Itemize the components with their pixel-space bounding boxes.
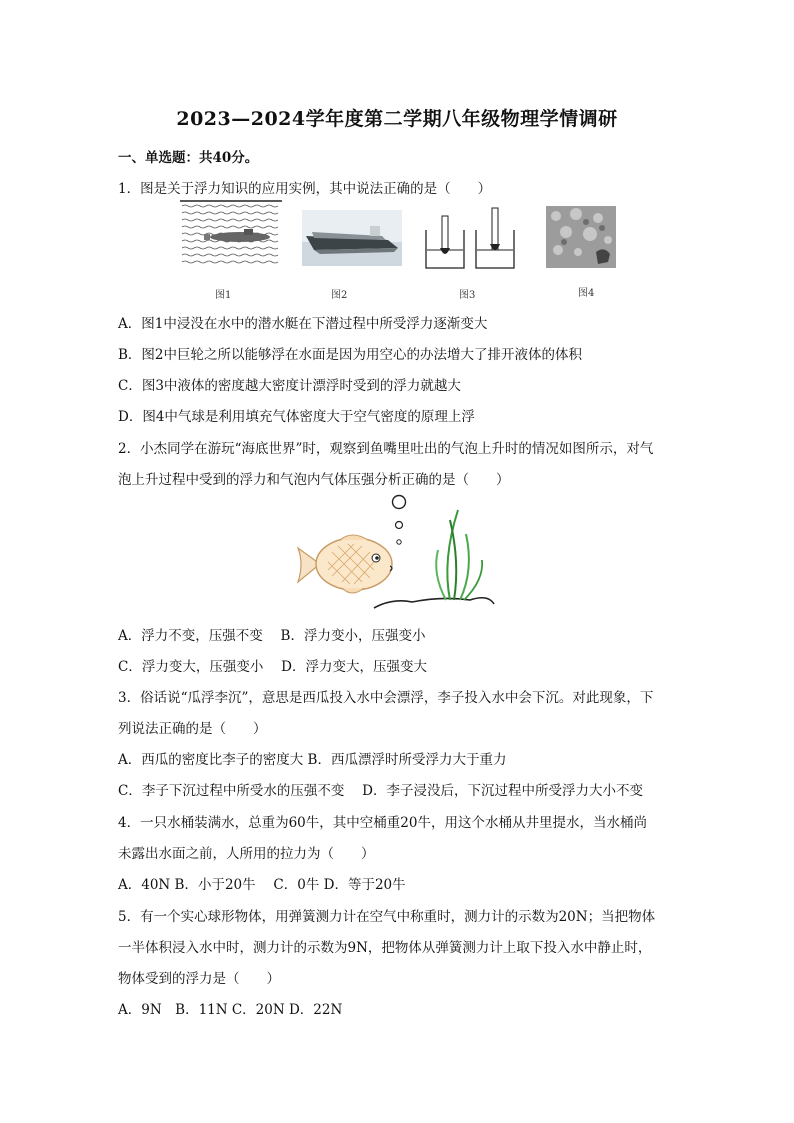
- ship-figure: [302, 210, 402, 266]
- q5-options-line1: A．9N B．11N C．20N D．22N: [118, 1002, 343, 1018]
- figure-3-caption: 图3: [459, 290, 476, 301]
- q5-stem-line2: 一半体积浸入水中时，测力计的示数为9N，把物体从弹簧测力计上取下投入水中静止时，: [118, 940, 652, 956]
- q2-stem-line2: 泡上升过程中受到的浮力和气泡内气体压强分析正确的是（ ）: [118, 472, 510, 488]
- q1-option-b: B．图2中巨轮之所以能够浮在水面是因为用空心的办法增大了排开液体的体积: [118, 347, 583, 363]
- q4-stem-line1: 4．一只水桶装满水，总重为60牛，其中空桶重20牛，用这个水桶从井里提水，当水桶尚: [118, 815, 647, 831]
- q5-stem-line3: 物体受到的浮力是（ ）: [118, 971, 280, 987]
- q1-option-d: D．图4中气球是利用填充气体密度大于空气密度的原理上浮: [118, 409, 475, 425]
- q1-option-a: A．图1中浸没在水中的潜水艇在下潜过程中所受浮力逐渐变大: [118, 316, 488, 332]
- figure-1-caption: 图1: [215, 290, 232, 301]
- q1-option-c: C．图3中液体的密度越大密度计漂浮时受到的浮力就越大: [118, 378, 461, 394]
- q4-stem-line2: 未露出水面之前，人所用的拉力为（ ）: [118, 846, 375, 862]
- page-title: 2023—2024学年度第二学期八年级物理学情调研: [176, 108, 618, 130]
- balloon-figure: [546, 206, 616, 268]
- q4-options-line1: A．40N B．小于20牛 C．0牛 D．等于20牛: [118, 877, 406, 893]
- hydrometer-figure: [422, 206, 518, 270]
- q3-options-line1: A．西瓜的密度比李子的密度大 B．西瓜漂浮时所受浮力大于重力: [118, 752, 507, 768]
- fish-bubbles-figure: [292, 490, 502, 616]
- section-heading: 一、单选题：共40分。: [118, 150, 259, 166]
- q2-options-line1: A．浮力不变，压强不变 B．浮力变小，压强变小: [118, 628, 426, 644]
- q1-figures: [170, 200, 630, 310]
- q3-stem-line1: 3．俗话说“瓜浮李沉”，意思是西瓜投入水中会漂浮，李子投入水中会下沉。对此现象，下: [118, 690, 654, 706]
- figure-2-caption: 图2: [331, 290, 348, 301]
- q5-stem-line1: 5．有一个实心球形物体，用弹簧测力计在空气中称重时，测力计的示数为20N；当把物体: [118, 909, 656, 925]
- submarine-figure: [180, 200, 282, 268]
- q2-options-line2: C．浮力变大，压强变小 D．浮力变大，压强变大: [118, 659, 427, 675]
- q3-stem-line2: 列说法正确的是（ ）: [118, 721, 267, 737]
- figure-4-caption: 图4: [578, 288, 595, 299]
- q2-stem-line1: 2．小杰同学在游玩“海底世界”时，观察到鱼嘴里吐出的气泡上升时的情况如图所示，对气: [118, 441, 654, 457]
- q1-stem: 1．图是关于浮力知识的应用实例，其中说法正确的是（ ）: [118, 181, 492, 197]
- q3-options-line2: C．李子下沉过程中所受水的压强不变 D．李子浸没后，下沉过程中所受浮力大小不变: [118, 783, 643, 799]
